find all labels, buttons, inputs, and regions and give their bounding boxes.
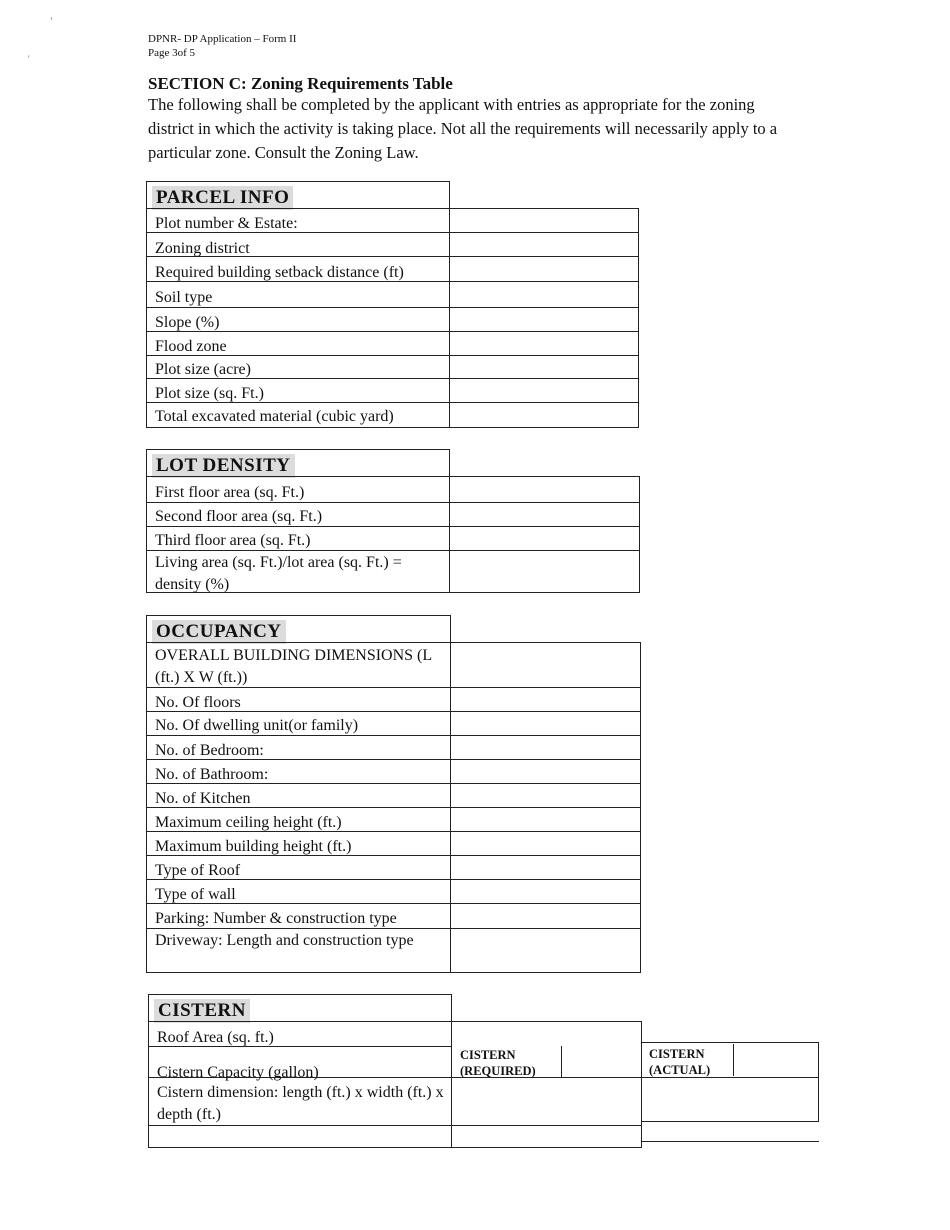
table-row-label: Living area (sq. Ft.)/lot area (sq. Ft.) = density (%)	[155, 554, 402, 593]
table-row-label: Maximum building height (ft.)	[155, 838, 352, 855]
table-row-label: Total excavated material (cubic yard)	[155, 408, 394, 425]
scan-mark: ʼ	[50, 16, 53, 26]
table-row-label: No. of Bedroom:	[155, 742, 264, 759]
table-row-label: Required building setback distance (ft)	[155, 264, 404, 281]
table-row-label: Soil type	[155, 289, 213, 306]
section-title: SECTION C: Zoning Requirements Table	[148, 74, 453, 93]
scan-mark: '	[28, 54, 30, 64]
form-header	[148, 32, 296, 60]
table-row-label: No. of Kitchen	[155, 790, 251, 807]
table-row-label: Type of wall	[155, 886, 236, 903]
table-row-label: First floor area (sq. Ft.)	[155, 484, 305, 501]
table-row-label: Third floor area (sq. Ft.)	[155, 532, 311, 549]
table-row-label: Plot size (sq. Ft.)	[155, 385, 264, 402]
table-row-label: Slope (%)	[155, 314, 220, 331]
table-row-label: Roof Area (sq. ft.)	[157, 1029, 274, 1046]
table-row-label: Flood zone	[155, 338, 227, 355]
table-row-label: Type of Roof	[155, 862, 241, 879]
form-id-line: DPNR- DP Application – Form II	[148, 33, 297, 45]
table-row-label: No. Of floors	[155, 694, 241, 711]
table-row-label: No. of Bathroom:	[155, 766, 269, 783]
table-row-label: Plot number & Estate:	[155, 215, 298, 232]
table-row-label: No. Of dwelling unit(or family)	[155, 717, 359, 734]
parcel-info-heading: PARCEL INFO	[152, 186, 293, 210]
cistern-heading: CISTERN	[154, 999, 250, 1023]
table-row-label: Driveway: Length and construction type	[155, 932, 414, 949]
table-row-label: OVERALL BUILDING DIMENSIONS (L (ft.) X W (ft.))	[155, 647, 432, 686]
page-number: Page 3of 5	[148, 47, 196, 59]
table-row-label: Plot size (acre)	[155, 361, 251, 378]
table-row-label: Parking: Number & construction type	[155, 910, 397, 927]
section-intro: The following shall be completed by the applicant with entries as appropriate for the zoning district in which the activity is taking place. Not all the requirements will necessarily apply to a particular zone. Consult the Zoning Law.	[148, 95, 778, 162]
table-row-label: Second floor area (sq. Ft.)	[155, 508, 323, 525]
table-row-label: Cistern Capacity (gallon)	[157, 1064, 319, 1081]
table-row-label: Maximum ceiling height (ft.)	[155, 814, 342, 831]
occupancy-heading: OCCUPANCY	[152, 620, 286, 644]
table-row-label: Cistern dimension: length (ft.) x width (ft.) x depth (ft.)	[157, 1084, 444, 1123]
cistern-actual-label: CISTERN (ACTUAL)	[649, 1047, 711, 1077]
lot-density-heading: LOT DENSITY	[152, 454, 295, 478]
table-row-label: Zoning district	[155, 240, 250, 257]
cistern-required-label: CISTERN (REQUIRED)	[460, 1048, 536, 1078]
